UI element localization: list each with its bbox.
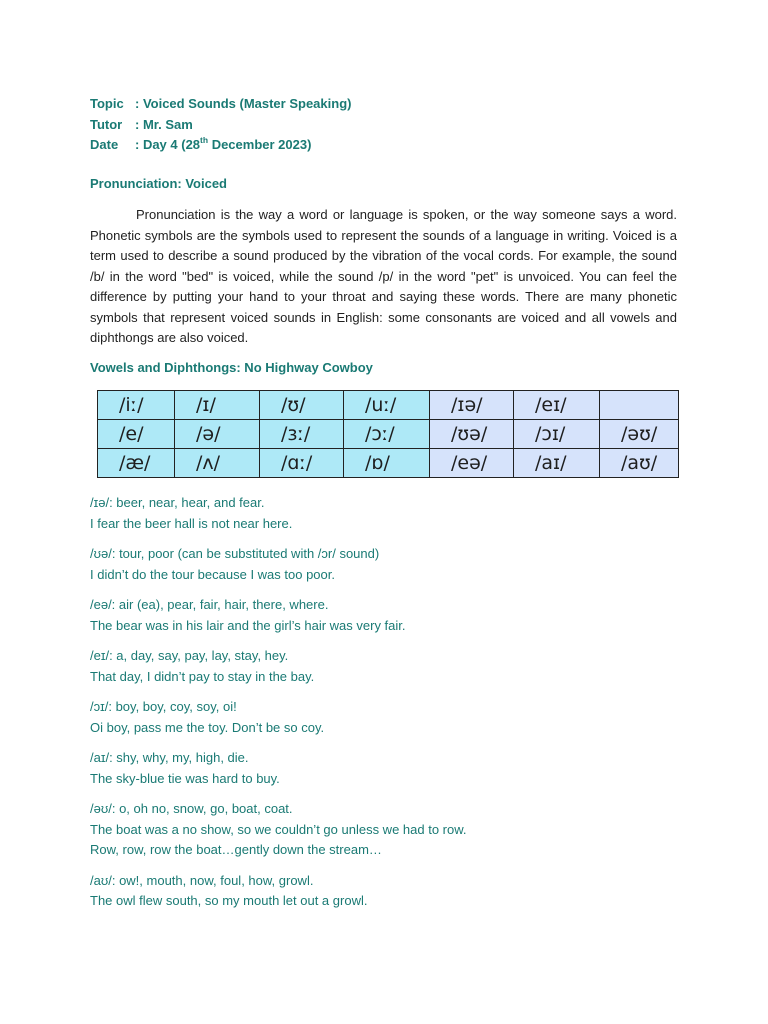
date-value-sup: th [200,134,209,145]
example-words: /aʊ/: ow!, mouth, now, foul, how, growl. [90,872,314,888]
example-sentence: I didn’t do the tour because I was too poor. [90,566,335,582]
ipa-cell: /ɪə/ [430,391,514,420]
example-sentence: The boat was a no show, so we couldn’t go unless we had to row. [90,821,467,837]
ipa-cell: /ɒ/ [344,449,430,478]
example-sentence: The owl flew south, so my mouth let out a growl. [90,893,368,908]
ipa-cell: /ʊə/ [430,420,514,449]
ipa-cell: /eɪ/ [514,391,600,420]
date-value [135,135,311,156]
tutor-label: Tutor [90,116,123,132]
ipa-cell: /iː/ [98,391,175,420]
ipa-cell: /aʊ/ [600,449,679,478]
diphthong-examples [90,493,467,922]
example-sentence: The bear was in his lair and the girl’s hair was very fair. [90,617,406,633]
example-words: /əʊ/: o, oh no, snow, go, boat, coat. [90,801,293,816]
example-block [90,748,467,789]
example-block [90,544,467,585]
date-label: Date [90,137,119,152]
ipa-cell: /ɪ/ [175,391,260,420]
tutor-value: : Mr. Sam [135,116,193,132]
example-block [90,595,467,636]
ipa-cell: /ɔː/ [344,420,430,449]
example-words: /ʊə/: tour, poor (can be substituted with /ɔr/ sound) [90,546,380,561]
phonetic-symbols-table [97,390,679,478]
topic-label: Topic [90,96,124,111]
ipa-row [98,391,679,420]
ipa-row [98,420,679,449]
example-words: /eɪ/: a, day, say, pay, lay, stay, hey. [90,648,289,663]
example-block [90,799,467,861]
example-sentence: That day, I didn’t pay to stay in the bay. [90,668,315,684]
example-block [90,871,467,912]
ipa-cell: /uː/ [344,391,430,420]
example-sentence: I fear the beer hall is not near here. [90,515,293,531]
pronunciation-paragraph [90,205,677,349]
ipa-row [98,449,679,478]
ipa-cell: /ɔɪ/ [514,420,600,449]
example-words: /aɪ/: shy, why, my, high, die. [90,750,249,765]
topic-value: : Voiced Sounds (Master Speaking) [135,96,352,111]
date-value-post: December 2023) [208,137,312,152]
pronunciation-heading: Pronunciation: Voiced [90,176,227,191]
example-block [90,697,467,738]
example-sentence: The sky-blue tie was hard to buy. [90,770,280,786]
ipa-cell: /aɪ/ [514,449,600,478]
example-words: /ɪə/: beer, near, hear, and fear. [90,495,265,510]
vowels-heading: Vowels and Diphthongs: No Highway Cowboy [90,360,373,375]
ipa-cell: /ɑː/ [260,449,344,478]
ipa-cell: /ʊ/ [260,391,344,420]
ipa-cell: /ʌ/ [175,449,260,478]
ipa-cell: /ə/ [175,420,260,449]
paragraph-text: Pronunciation is the way a word or language is spoken, or the way someone says a word. Phonetic symbols are the symbols used to represent the sounds of a language in writing. Voiced is a term used to describe a sound produced by the vibration of the vocal cords. For example, the sound /b/ in the word "bed" is voiced, while the sound /p/ in the word "pet" is unvoiced. You can feel the difference by putting your hand to your throat and saying these words. There are many phonetic symbols that represent voiced sounds in English: some consonants are voiced and all vowels and diphthongs are also voiced. [90,207,677,345]
ipa-cell: /æ/ [98,449,175,478]
example-words: /ɔɪ/: boy, boy, coy, soy, oi! [90,699,237,714]
example-sentence: Oi boy, pass me the toy. Don’t be so coy. [90,719,325,735]
date-row [90,135,351,156]
example-block [90,646,467,687]
ipa-cell: /e/ [98,420,175,449]
lesson-meta [90,94,351,156]
ipa-cell: /əʊ/ [600,420,679,449]
topic-row [90,94,351,115]
date-value-pre: : Day 4 (28 [135,137,201,152]
example-block [90,493,467,534]
ipa-cell [600,391,679,420]
ipa-cell: /ɜː/ [260,420,344,449]
tutor-row [90,115,351,136]
example-sentence: Row, row, row the boat…gently down the stream… [90,842,382,857]
example-words: /eə/: air (ea), pear, fair, hair, there, where. [90,597,329,612]
ipa-cell: /eə/ [430,449,514,478]
